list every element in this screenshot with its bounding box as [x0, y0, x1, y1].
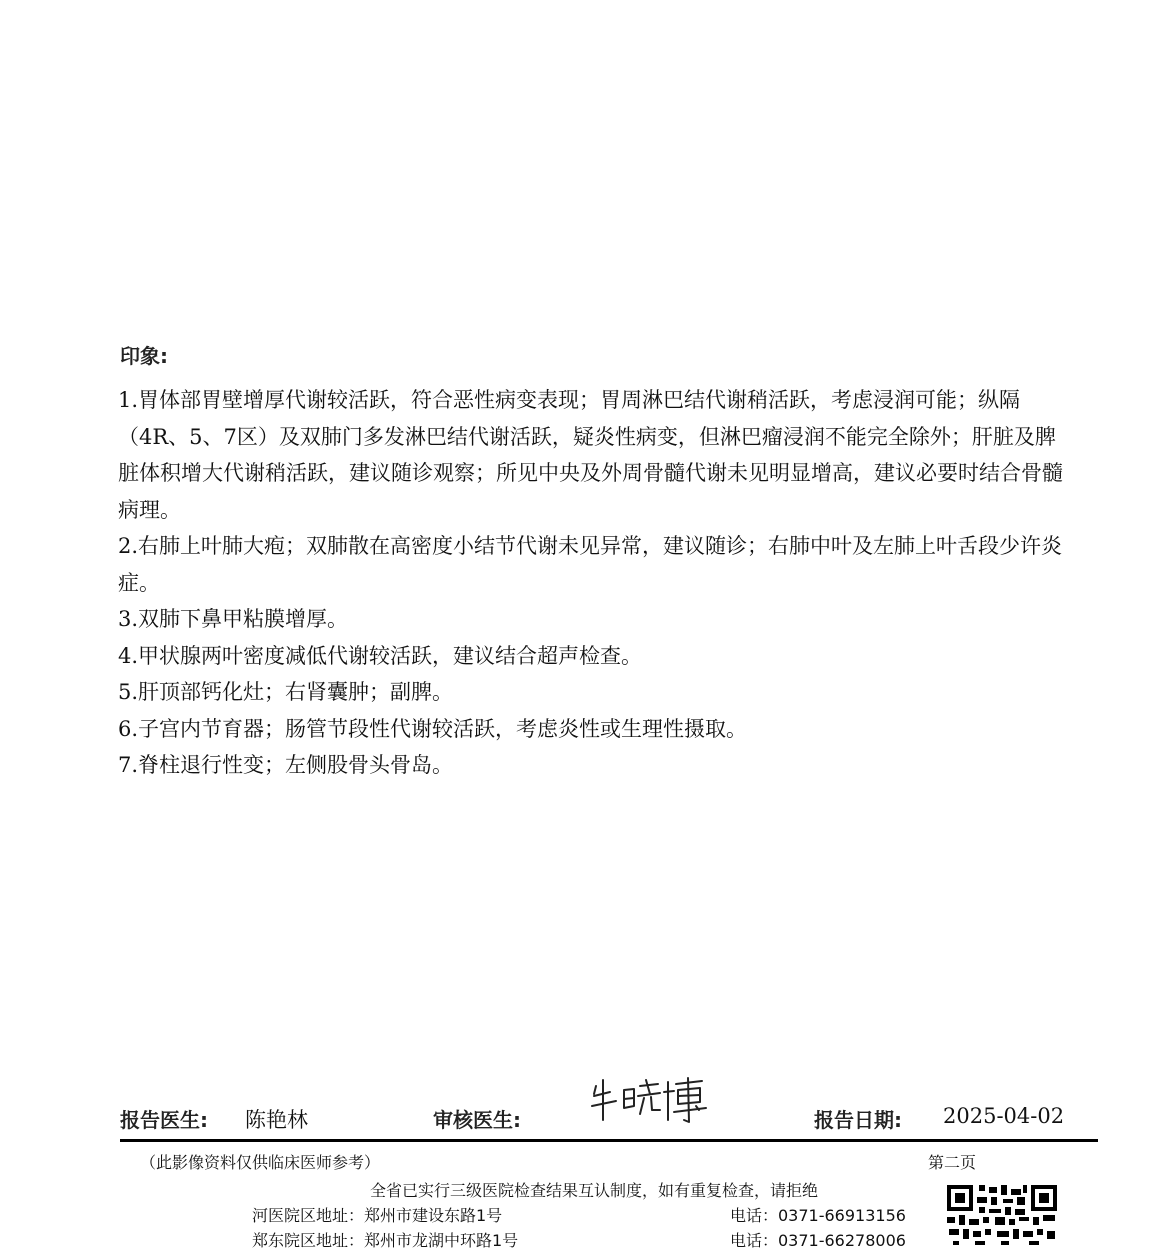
mutual-recognition-notice: 全省已实行三级医院检查结果互认制度，如有重复检查，请拒绝 — [370, 1181, 819, 1200]
campus1-phone: 电话：0371-66913156 — [730, 1206, 906, 1225]
finding-item: 3.双肺下鼻甲粘膜增厚。 — [118, 607, 349, 631]
finding-item: 2.右肺上叶肺大疱；双肺散在高密度小结节代谢未见异常，建议随诊；右肺中叶及左肺上叶舌段少许炎症。 — [118, 534, 1063, 595]
qr-code-icon — [945, 1183, 1059, 1245]
page-label: 第二页 — [928, 1153, 977, 1172]
campus1-address: 河医院区地址：郑州市建设东路1号 — [252, 1206, 503, 1225]
impression-heading: 印象: — [120, 344, 168, 368]
campus2-address: 郑东院区地址：郑州市龙湖中环路1号 — [252, 1231, 519, 1250]
disclaimer-text: （此影像资料仅供临床医师参考） — [140, 1153, 381, 1172]
finding-item: 5.肝顶部钙化灶；右肾囊肿；副脾。 — [118, 680, 454, 704]
handwritten-signature — [588, 1076, 708, 1128]
footer-divider — [120, 1139, 1098, 1142]
campus2-phone: 电话：0371-66278006 — [730, 1231, 906, 1250]
report-date: 2025-04-02 — [943, 1104, 1065, 1128]
review-doctor-label: 审核医生: — [433, 1108, 521, 1132]
findings-list — [118, 382, 1068, 784]
report-doctor-label: 报告医生: — [120, 1108, 208, 1132]
finding-item: 7.脊柱退行性变；左侧股骨头骨岛。 — [118, 753, 454, 777]
report-date-label: 报告日期: — [814, 1108, 902, 1132]
signature-row — [120, 1098, 1065, 1138]
finding-item: 4.甲状腺两叶密度减低代谢较活跃，建议结合超声检查。 — [118, 643, 643, 668]
finding-item: 1.胃体部胃壁增厚代谢较活跃，符合恶性病变表现；胃周淋巴结代谢稍活跃，考虑浸润可能；纵隔（4R、5、7区）及双肺门多发淋巴结代谢活跃，疑炎性病变，但淋巴瘤浸润不能完全除外；肝脏及脾脏体积增大代谢稍活跃，建议随诊观察；所见中央及外周骨髓代谢未见明显增高，建议必要时结合骨髓病理。 — [118, 388, 1063, 522]
finding-item: 6.子宫内节育器；肠管节段性代谢较活跃，考虑炎性或生理性摄取。 — [118, 716, 748, 741]
report-doctor-name: 陈艳林 — [245, 1108, 308, 1132]
